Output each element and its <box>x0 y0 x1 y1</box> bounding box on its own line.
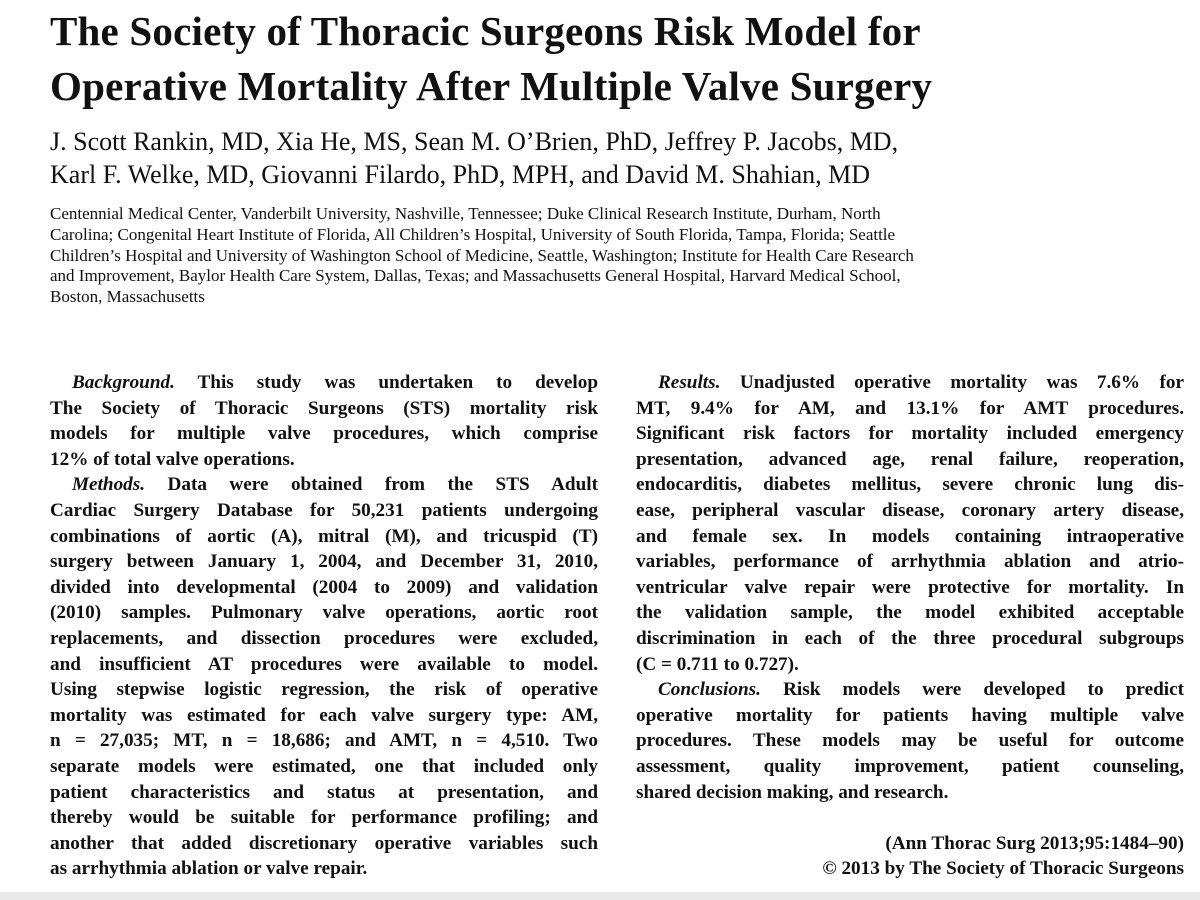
abstract-line: patient characteristics and status at presentation, and <box>50 781 598 803</box>
abstract-line: Background. This study was undertaken to develop <box>72 372 598 393</box>
abstract-line: The Society of Thoracic Surgeons (STS) mortality risk <box>50 397 598 419</box>
paper-title <box>50 4 1190 114</box>
abstract-line: (2010) samples. Pulmonary valve operations, aortic root <box>50 602 598 624</box>
abstract-line: and insufficient AT procedures were available to model. <box>50 653 598 675</box>
abstract-line: models for multiple valve procedures, which comprise <box>50 423 598 445</box>
abstract-line: n = 27,035; MT, n = 18,686; and AMT, n = 4,510. Two <box>50 730 598 752</box>
abstract-line: ventricular valve repair were protective for mortality. In <box>636 576 1184 598</box>
abstract-line: (C = 0.711 to 0.727). <box>636 653 799 675</box>
abstract-line: operative mortality for patients having multiple valve <box>636 704 1184 726</box>
abstract-line: assessment, quality improvement, patient counseling, <box>636 755 1184 777</box>
abstract-line: as arrhythmia ablation or valve repair. <box>50 858 368 880</box>
methods-heading: Methods. <box>72 474 146 496</box>
abstract-line: Methods. Data were obtained from the STS Adult <box>72 474 598 496</box>
title-line: The Society of Thoracic Surgeons Risk Model for <box>50 8 921 54</box>
background-section <box>50 370 598 472</box>
affiliations <box>50 204 1190 308</box>
author-line: Karl F. Welke, MD, Giovanni Filardo, PhD, MPH, and David M. Shahian, MD <box>50 160 871 189</box>
abstract-line: discrimination in each of the three procedural subgroups <box>636 627 1184 649</box>
abstract-line: Conclusions. Risk models were developed to predict <box>658 679 1185 701</box>
results-section <box>636 370 1184 677</box>
abstract-line: divided into developmental (2004 to 2009) and validation <box>50 576 598 598</box>
abstract-line: another that added discretionary operative variables such <box>50 832 598 854</box>
conclusions-heading: Conclusions. <box>658 679 761 701</box>
abstract-line: Results. Unadjusted operative mortality was 7.6% for <box>658 372 1185 393</box>
affiliation-line: Boston, Massachusetts <box>50 287 205 307</box>
abstract-line: Cardiac Surgery Database for 50,231 patients undergoing <box>50 499 598 521</box>
affiliation-line: Carolina; Congenital Heart Institute of Florida, All Children’s Hospital, University of South Florida, Tampa, Florida; Seattle <box>50 224 896 244</box>
conclusions-section <box>636 677 1184 805</box>
affiliation-line: and Improvement, Baylor Health Care System, Dallas, Texas; and Massachusetts General Hospital, Harvard Medical School, <box>50 266 901 286</box>
abstract-line: ease, peripheral vascular disease, coronary artery disease, <box>636 499 1184 521</box>
abstract-line: 12% of total valve operations. <box>50 448 295 470</box>
spacer <box>636 805 1184 831</box>
abstract-line: endocarditis, diabetes mellitus, severe chronic lung dis- <box>636 474 1184 496</box>
abstract-left-column <box>50 370 598 882</box>
copyright: © 2013 by The Society of Thoracic Surgeons <box>822 858 1184 880</box>
abstract-line: separate models were estimated, one that included only <box>50 755 598 777</box>
author-line: J. Scott Rankin, MD, Xia He, MS, Sean M. O’Brien, PhD, Jeffrey P. Jacobs, MD, <box>50 127 899 156</box>
author-list <box>50 125 1190 191</box>
title-line: Operative Mortality After Multiple Valve Surgery <box>50 63 933 109</box>
abstract-line: replacements, and dissection procedures were excluded, <box>50 627 598 649</box>
abstract-line: the validation sample, the model exhibited acceptable <box>636 602 1184 624</box>
abstract-line: Using stepwise logistic regression, the risk of operative <box>50 679 598 701</box>
abstract-line: combinations of aortic (A), mitral (M), and tricuspid (T) <box>50 525 598 547</box>
abstract-line: Significant risk factors for mortality included emergency <box>636 423 1184 445</box>
abstract-line: presentation, advanced age, renal failure, reoperation, <box>636 448 1184 470</box>
affiliation-line: Centennial Medical Center, Vanderbilt University, Nashville, Tennessee; Duke Clinical Research Institute, Durham, North <box>50 204 881 223</box>
citation: (Ann Thorac Surg 2013;95:1484–90) <box>885 832 1184 854</box>
abstract-line: thereby would be suitable for performance profiling; and <box>50 807 598 829</box>
abstract-line: MT, 9.4% for AM, and 13.1% for AMT procedures. <box>636 397 1184 419</box>
methods-section <box>50 472 598 882</box>
results-heading: Results. <box>658 372 721 393</box>
abstract-line: variables, performance of arrhythmia ablation and atrio- <box>636 551 1184 573</box>
abstract-line: surgery between January 1, 2004, and December 31, 2010, <box>50 551 598 573</box>
abstract-line: mortality was estimated for each valve surgery type: AM, <box>50 704 598 726</box>
abstract-right-column <box>636 370 1184 882</box>
affiliation-line: Children’s Hospital and University of Washington School of Medicine, Seattle, Washington; Institute for Health Care Research <box>50 245 914 265</box>
abstract-line: and female sex. In models containing intraoperative <box>636 525 1184 547</box>
background-heading: Background. <box>72 372 175 393</box>
abstract-line: shared decision making, and research. <box>636 781 949 803</box>
page-bottom-edge <box>0 892 1200 900</box>
abstract-line: procedures. These models may be useful for outcome <box>636 730 1184 752</box>
